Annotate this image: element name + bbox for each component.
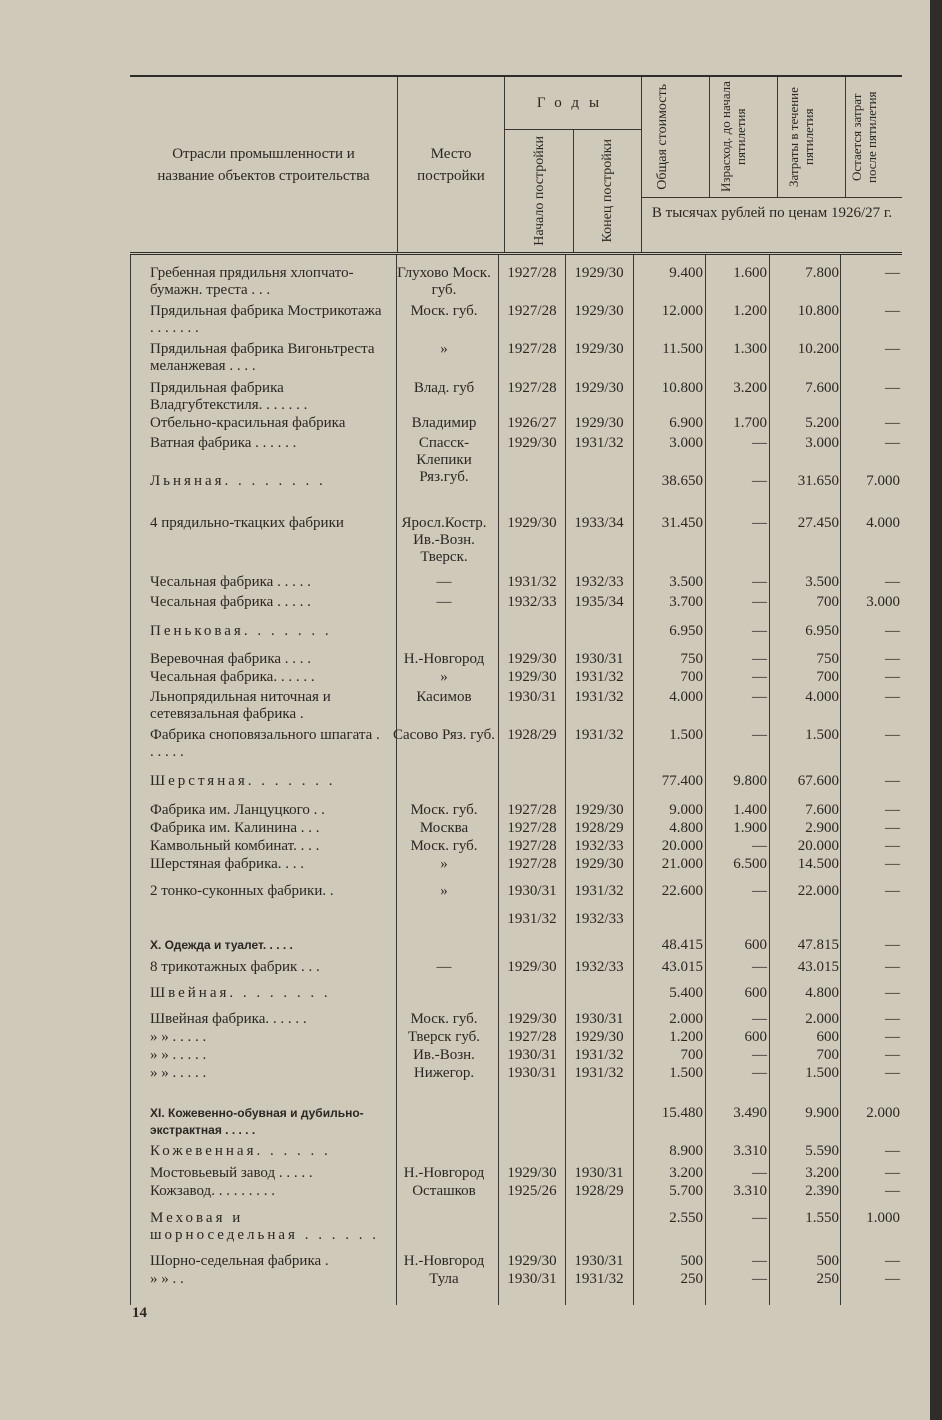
row-start-year: 1930/31	[507, 883, 557, 899]
row-spent-before: —	[752, 473, 767, 489]
row-name: » » . . . . .	[150, 1047, 207, 1063]
row-end-year: 1935/34	[574, 594, 624, 610]
row-end-year: 1930/31	[574, 1165, 624, 1181]
row-end-year: 1929/30	[574, 341, 624, 357]
row-total-cost: 15.480	[661, 1105, 703, 1121]
row-name: Шорно-седельная фабрика .	[150, 1253, 329, 1269]
page-number: 14	[132, 1305, 147, 1321]
row-end-year: 1930/31	[574, 1011, 624, 1027]
row-name: Фабрика им. Ланцуцкого . .	[150, 802, 325, 818]
row-start-year: 1932/33	[507, 594, 557, 610]
row-spent-before: —	[752, 689, 767, 705]
row-spent-before: —	[752, 1210, 767, 1226]
row-plan-cost: 7.600	[805, 380, 839, 396]
row-plan-cost: 3.200	[805, 1165, 839, 1181]
header-spent: Израсход. до начала пятилетия	[718, 81, 748, 193]
row-remaining-cost: —	[885, 856, 900, 872]
row-total-cost: 9.400	[669, 265, 703, 281]
row-place: Моск. губ.	[410, 303, 478, 319]
row-place: Яросл.Костр. Ив.-Возн. Тверск.	[401, 515, 487, 565]
row-end-year: 1929/30	[574, 802, 624, 818]
row-spent-before: —	[752, 651, 767, 667]
row-name: XI. Кожевенно-обувная и дубильно-экстрактная . . . . .	[150, 1106, 364, 1137]
row-total-cost: 2.000	[669, 1011, 703, 1027]
row-spent-before: —	[752, 1253, 767, 1269]
row-spent-before: —	[752, 959, 767, 975]
row-place: Тверск губ.	[407, 1029, 481, 1045]
row-total-cost: 700	[680, 669, 703, 685]
row-start-year: 1930/31	[507, 1065, 557, 1081]
row-spent-before: 600	[744, 985, 767, 1001]
row-name: Чесальная фабрика . . . . .	[150, 574, 311, 590]
row-total-cost: 1.500	[669, 727, 703, 743]
row-total-cost: 5.700	[669, 1183, 703, 1199]
row-total-cost: 750	[680, 651, 703, 667]
row-start-year: 1929/30	[507, 515, 557, 531]
row-name: Фабрика им. Калинина . . .	[150, 820, 320, 836]
row-name: 8 трикотажных фабрик . . .	[150, 959, 320, 975]
row-plan-cost: 700	[816, 669, 839, 685]
row-plan-cost: 7.600	[805, 802, 839, 818]
row-total-cost: 1.200	[669, 1029, 703, 1045]
row-total-cost: 700	[680, 1047, 703, 1063]
row-name: » » . . . . .	[150, 1065, 207, 1081]
row-end-year: 1928/29	[574, 820, 624, 836]
row-spent-before: 6.500	[733, 856, 767, 872]
row-place: —	[436, 574, 452, 590]
row-place: Осташков	[412, 1183, 476, 1199]
row-place: Касимов	[416, 689, 472, 705]
row-plan-cost: 31.650	[797, 473, 839, 489]
row-remaining-cost: —	[885, 773, 900, 789]
row-start-year: 1927/28	[507, 802, 557, 818]
row-name: Кожзавод. . . . . . . . .	[150, 1183, 275, 1199]
row-name: 4 прядильно-ткацких фабрики	[150, 515, 344, 531]
row-spent-before: 1.200	[733, 303, 767, 319]
row-total-cost: 6.950	[669, 623, 703, 639]
row-remaining-cost: —	[885, 727, 900, 743]
row-start-year: 1929/30	[507, 959, 557, 975]
row-remaining-cost: —	[885, 802, 900, 818]
row-name: Прядильная фабрика Вигоньтреста меланжевая . . . .	[150, 341, 375, 374]
row-start-year: 1931/32	[507, 574, 557, 590]
row-end-year: 1930/31	[574, 1253, 624, 1269]
row-remaining-cost: —	[885, 669, 900, 685]
row-total-cost: 6.900	[669, 415, 703, 431]
table-header	[130, 75, 902, 255]
row-start-year: 1930/31	[507, 689, 557, 705]
row-start-year: 1927/28	[507, 380, 557, 396]
row-total-cost: 4.000	[669, 689, 703, 705]
header-total-cell	[641, 77, 710, 197]
row-place: »	[440, 856, 448, 872]
row-start-year: 1927/28	[507, 303, 557, 319]
row-spent-before: —	[752, 435, 767, 451]
row-end-year: 1932/33	[574, 838, 624, 854]
header-plan: Затраты в течение пятилетия	[786, 87, 816, 187]
row-spent-before: 9.800	[733, 773, 767, 789]
row-plan-cost: 700	[816, 1047, 839, 1063]
row-place: »	[440, 669, 448, 685]
row-plan-cost: 5.200	[805, 415, 839, 431]
row-name: Отбельно-красильная фабрика	[150, 415, 346, 431]
row-remaining-cost: —	[885, 380, 900, 396]
column-divider	[565, 255, 566, 1305]
row-start-year: 1929/30	[507, 669, 557, 685]
row-total-cost: 3.500	[669, 574, 703, 590]
row-remaining-cost: 2.000	[866, 1105, 900, 1121]
row-name: » » . .	[150, 1271, 184, 1287]
row-remaining-cost: 1.000	[866, 1210, 900, 1226]
column-divider	[769, 255, 770, 1305]
row-plan-cost: 10.800	[797, 303, 839, 319]
row-end-year: 1932/33	[574, 959, 624, 975]
row-spent-before: —	[752, 838, 767, 854]
row-place: Н.-Новгород	[403, 651, 485, 667]
row-start-year: 1927/28	[507, 856, 557, 872]
row-remaining-cost: —	[885, 651, 900, 667]
row-remaining-cost: —	[885, 1165, 900, 1181]
column-divider	[633, 255, 634, 1305]
row-total-cost: 250	[680, 1271, 703, 1287]
row-end-year: 1928/29	[574, 1183, 624, 1199]
row-spent-before: 3.310	[733, 1143, 767, 1159]
row-plan-cost: 3.000	[805, 435, 839, 451]
header-plan-cell	[777, 77, 846, 197]
table-left-border	[130, 255, 131, 1305]
row-end-year: 1930/31	[574, 651, 624, 667]
row-end-year: 1929/30	[574, 303, 624, 319]
row-plan-cost: 22.000	[797, 883, 839, 899]
row-name: » » . . . . .	[150, 1029, 207, 1045]
construction-table	[130, 75, 902, 1305]
row-plan-cost: 67.600	[797, 773, 839, 789]
row-place: Моск. губ.	[410, 1011, 478, 1027]
row-spent-before: 1.300	[733, 341, 767, 357]
row-name: Швейная. . . . . . . .	[150, 985, 331, 1001]
row-spent-before: —	[752, 1065, 767, 1081]
row-name: Льняная. . . . . . . .	[150, 473, 326, 489]
row-start-year: 1928/29	[507, 727, 557, 743]
row-start-year: 1927/28	[507, 838, 557, 854]
row-name: Чесальная фабрика . . . . .	[150, 594, 311, 610]
row-place: Глухово Моск. губ.	[397, 265, 491, 298]
row-plan-cost: 43.015	[797, 959, 839, 975]
row-start-year: 1929/30	[507, 1165, 557, 1181]
column-divider	[498, 255, 499, 1305]
row-name: Швейная фабрика. . . . . .	[150, 1011, 307, 1027]
row-start-year: 1927/28	[507, 820, 557, 836]
row-start-year: 1926/27	[507, 415, 557, 431]
row-plan-cost: 5.590	[805, 1143, 839, 1159]
table-body	[130, 255, 902, 1305]
header-industry: Отрасли промышленности и название объектов строительства	[130, 77, 398, 252]
row-total-cost: 10.800	[661, 380, 703, 396]
row-end-year: 1929/30	[574, 856, 624, 872]
row-spent-before: 3.310	[733, 1183, 767, 1199]
row-spent-before: —	[752, 594, 767, 610]
row-total-cost: 43.015	[661, 959, 703, 975]
row-name: Чесальная фабрика. . . . . .	[150, 669, 315, 685]
row-start-year: 1929/30	[507, 1011, 557, 1027]
row-place: Моск. губ.	[410, 802, 478, 818]
row-place: Тула	[429, 1271, 459, 1287]
row-name: Камвольный комбинат. . . .	[150, 838, 320, 854]
row-total-cost: 48.415	[661, 937, 703, 953]
row-place: —	[436, 594, 452, 610]
row-name: 2 тонко-суконных фабрики. .	[150, 883, 334, 899]
column-divider	[396, 255, 397, 1305]
row-place: Москва	[419, 820, 469, 836]
row-name: Фабрика сноповязального шпагата . . . . . .	[150, 727, 380, 760]
row-total-cost: 22.600	[661, 883, 703, 899]
row-total-cost: 21.000	[661, 856, 703, 872]
row-total-cost: 9.000	[669, 802, 703, 818]
row-plan-cost: 7.800	[805, 265, 839, 281]
row-plan-cost: 6.950	[805, 623, 839, 639]
row-remaining-cost: —	[885, 1271, 900, 1287]
row-spent-before: —	[752, 669, 767, 685]
row-remaining-cost: —	[885, 1029, 900, 1045]
row-place: »	[440, 883, 448, 899]
row-name: Кожевенная. . . . . .	[150, 1143, 331, 1159]
row-spent-before: —	[752, 1165, 767, 1181]
row-plan-cost: 2.900	[805, 820, 839, 836]
header-spent-cell	[709, 77, 778, 197]
row-spent-before: —	[752, 883, 767, 899]
row-remaining-cost: —	[885, 1011, 900, 1027]
row-name: Пеньковая. . . . . . .	[150, 623, 332, 639]
row-plan-cost: 750	[816, 651, 839, 667]
row-remaining-cost: —	[885, 303, 900, 319]
column-divider	[840, 255, 841, 1305]
row-remaining-cost: —	[885, 574, 900, 590]
row-total-cost: 38.650	[661, 473, 703, 489]
row-remaining-cost: —	[885, 265, 900, 281]
row-end-year: 1932/33	[574, 911, 624, 927]
row-end-year: 1931/32	[574, 1047, 624, 1063]
row-remaining-cost: —	[885, 623, 900, 639]
row-end-year: 1933/34	[574, 515, 624, 531]
row-name: Веревочная фабрика . . . .	[150, 651, 312, 667]
row-name: Прядильная фабрика Мострикотажа . . . . . . .	[150, 303, 382, 336]
row-start-year: 1927/28	[507, 341, 557, 357]
row-total-cost: 3.200	[669, 1165, 703, 1181]
row-plan-cost: 1.500	[805, 1065, 839, 1081]
row-place: Н.-Новгород	[403, 1165, 485, 1181]
row-end-year: 1929/30	[574, 380, 624, 396]
row-plan-cost: 700	[816, 594, 839, 610]
row-name: X. Одежда и туалет. . . . .	[150, 938, 293, 952]
row-name: Меховая и шорноседельная . . . . . .	[150, 1210, 379, 1243]
row-plan-cost: 600	[816, 1029, 839, 1045]
row-total-cost: 77.400	[661, 773, 703, 789]
row-spent-before: —	[752, 1011, 767, 1027]
row-plan-cost: 3.500	[805, 574, 839, 590]
row-remaining-cost: —	[885, 838, 900, 854]
row-plan-cost: 4.000	[805, 689, 839, 705]
row-plan-cost: 1.550	[805, 1210, 839, 1226]
row-place: Н.-Новгород	[403, 1253, 485, 1269]
row-total-cost: 12.000	[661, 303, 703, 319]
row-remaining-cost: —	[885, 1253, 900, 1269]
row-spent-before: 1.400	[733, 802, 767, 818]
row-total-cost: 2.550	[669, 1210, 703, 1226]
row-total-cost: 3.700	[669, 594, 703, 610]
row-spent-before: 600	[744, 1029, 767, 1045]
header-place: Место постройки	[398, 77, 505, 252]
row-spent-before: 3.490	[733, 1105, 767, 1121]
row-remaining-cost: —	[885, 435, 900, 451]
row-start-year: 1929/30	[507, 435, 557, 451]
row-spent-before: —	[752, 515, 767, 531]
row-remaining-cost: —	[885, 1065, 900, 1081]
row-plan-cost: 2.000	[805, 1011, 839, 1027]
row-spent-before: 600	[744, 937, 767, 953]
row-name: Ватная фабрика . . . . . .	[150, 435, 297, 451]
row-start-year: 1931/32	[507, 911, 557, 927]
row-plan-cost: 9.900	[805, 1105, 839, 1121]
row-remaining-cost: —	[885, 689, 900, 705]
row-name: Гребенная прядильня хлопчато-бумажн. треста . . .	[150, 265, 354, 298]
header-total: Общая стоимость	[655, 84, 670, 190]
row-spent-before: —	[752, 727, 767, 743]
row-spent-before: 1.700	[733, 415, 767, 431]
row-name: Прядильная фабрика Владгубтекстиля. . . . . . .	[150, 380, 308, 413]
row-start-year: 1925/26	[507, 1183, 557, 1199]
row-start-year: 1930/31	[507, 1271, 557, 1287]
row-remaining-cost: —	[885, 341, 900, 357]
row-place: Спасск-Клепики Ряз.губ.	[416, 435, 472, 485]
row-spent-before: —	[752, 623, 767, 639]
row-end-year: 1931/32	[574, 1271, 624, 1287]
row-end-year: 1929/30	[574, 1029, 624, 1045]
row-remaining-cost: —	[885, 1183, 900, 1199]
row-place: Сасово Ряз. губ.	[393, 727, 495, 743]
row-remaining-cost: —	[885, 937, 900, 953]
row-plan-cost: 47.815	[797, 937, 839, 953]
row-total-cost: 5.400	[669, 985, 703, 1001]
row-remaining-cost: —	[885, 820, 900, 836]
header-units: В тысячах рублей по ценам 1926/27 г.	[642, 197, 902, 259]
row-remaining-cost: —	[885, 1047, 900, 1063]
row-place: »	[440, 341, 448, 357]
row-place: Владимир	[411, 415, 477, 431]
row-plan-cost: 20.000	[797, 838, 839, 854]
row-end-year: 1929/30	[574, 265, 624, 281]
row-plan-cost: 10.200	[797, 341, 839, 357]
row-spent-before: 3.200	[733, 380, 767, 396]
row-end-year: 1931/32	[574, 435, 624, 451]
row-start-year: 1929/30	[507, 651, 557, 667]
row-remaining-cost: —	[885, 1143, 900, 1159]
row-remaining-cost: 3.000	[866, 594, 900, 610]
header-remaining: Остается затрат после пятилетия	[848, 91, 879, 183]
row-total-cost: 11.500	[662, 341, 703, 357]
row-plan-cost: 4.800	[805, 985, 839, 1001]
row-start-year: 1930/31	[507, 1047, 557, 1063]
row-total-cost: 31.450	[661, 515, 703, 531]
row-start-year: 1929/30	[507, 1253, 557, 1269]
row-place: Ив.-Возн.	[413, 1047, 475, 1063]
row-spent-before: —	[752, 1047, 767, 1063]
row-name: Льнопрядильная ниточная и сетевязальная фабрика .	[150, 689, 331, 722]
row-start-year: 1927/28	[507, 265, 557, 281]
row-place: —	[436, 959, 452, 975]
row-total-cost: 1.500	[669, 1065, 703, 1081]
row-total-cost: 3.000	[669, 435, 703, 451]
row-place: Влад. губ	[413, 380, 475, 396]
row-plan-cost: 500	[816, 1253, 839, 1269]
row-remaining-cost: 7.000	[866, 473, 900, 489]
row-end-year: 1931/32	[574, 689, 624, 705]
column-divider	[705, 255, 706, 1305]
row-start-year: 1927/28	[507, 1029, 557, 1045]
header-years: Годы	[505, 77, 642, 130]
row-end-year: 1932/33	[574, 574, 624, 590]
row-name: Шерстяная. . . . . . .	[150, 773, 336, 789]
row-end-year: 1929/30	[574, 415, 624, 431]
header-start: Начало постройки	[531, 135, 547, 246]
row-remaining-cost: —	[885, 959, 900, 975]
row-remaining-cost: —	[885, 415, 900, 431]
row-spent-before: —	[752, 574, 767, 590]
row-place: Нижегор.	[413, 1065, 475, 1081]
row-name: Мостовьевый завод . . . . .	[150, 1165, 313, 1181]
row-plan-cost: 1.500	[805, 727, 839, 743]
row-end-year: 1931/32	[574, 883, 624, 899]
row-total-cost: 500	[680, 1253, 703, 1269]
row-plan-cost: 2.390	[805, 1183, 839, 1199]
header-end-cell	[573, 129, 642, 252]
row-plan-cost: 27.450	[797, 515, 839, 531]
row-plan-cost: 250	[816, 1271, 839, 1287]
row-remaining-cost: —	[885, 985, 900, 1001]
row-name: Шерстяная фабрика. . . .	[150, 856, 305, 872]
row-remaining-cost: 4.000	[866, 515, 900, 531]
row-total-cost: 4.800	[669, 820, 703, 836]
row-total-cost: 20.000	[661, 838, 703, 854]
header-start-cell	[505, 129, 574, 252]
row-end-year: 1931/32	[574, 1065, 624, 1081]
row-plan-cost: 14.500	[797, 856, 839, 872]
row-place: Моск. губ.	[410, 838, 478, 854]
row-remaining-cost: —	[885, 883, 900, 899]
row-total-cost: 8.900	[669, 1143, 703, 1159]
row-spent-before: —	[752, 1271, 767, 1287]
row-spent-before: 1.600	[733, 265, 767, 281]
row-end-year: 1931/32	[574, 727, 624, 743]
row-spent-before: 1.900	[733, 820, 767, 836]
header-remaining-cell	[845, 77, 902, 197]
header-end: Конец постройки	[599, 138, 615, 243]
row-end-year: 1931/32	[574, 669, 624, 685]
